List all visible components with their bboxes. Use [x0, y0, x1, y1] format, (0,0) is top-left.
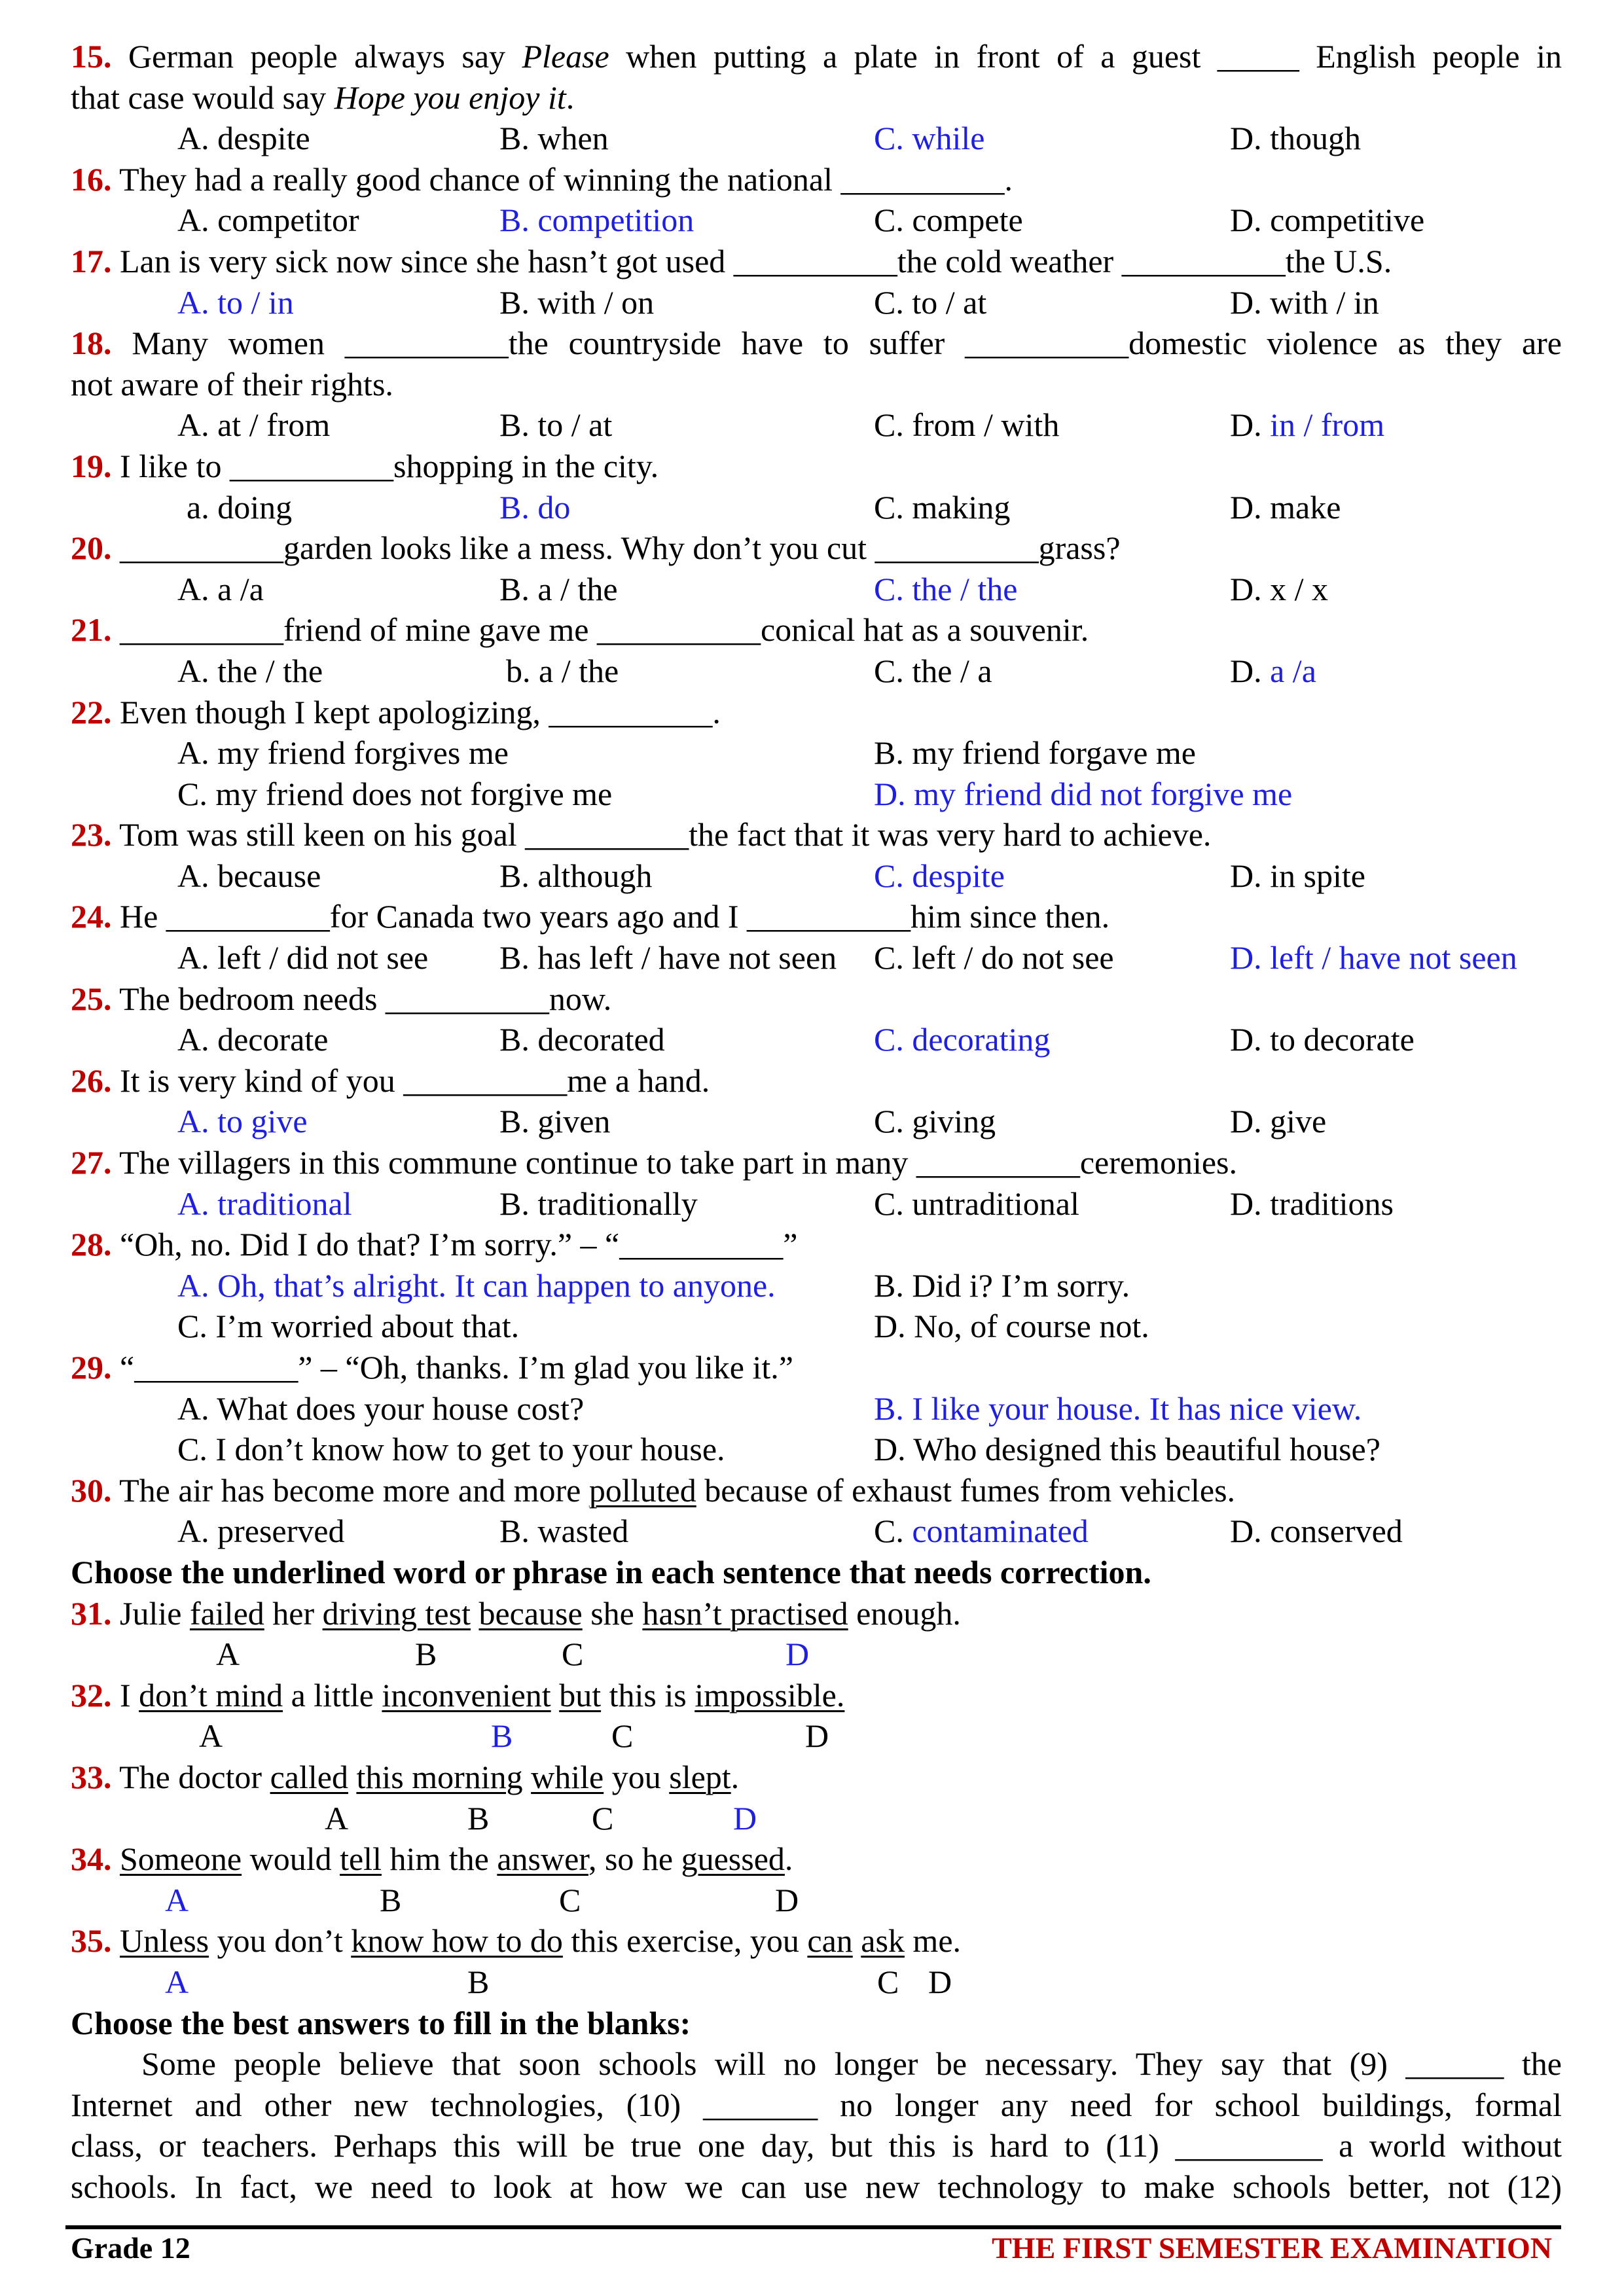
underlined-a[interactable]: failed	[189, 1594, 264, 1632]
question-17	[71, 241, 1562, 282]
letter-d: D	[805, 1717, 829, 1755]
option-d-answer[interactable]	[1230, 651, 1316, 692]
question-text	[523, 1759, 532, 1795]
question-number: 23.	[71, 816, 112, 853]
letter-a-answer: A	[165, 1881, 189, 1918]
option-c-answer[interactable]: C. while	[874, 120, 985, 157]
question-15	[71, 36, 1562, 77]
question-text: a little	[283, 1676, 382, 1713]
question-number: 27.	[71, 1144, 112, 1181]
question-22	[71, 692, 1562, 733]
question-text: The bedroom needs __________now.	[119, 980, 612, 1017]
option-b[interactable]: B. when	[499, 120, 609, 157]
letters-33	[71, 1798, 1562, 1839]
question-20	[71, 528, 1562, 569]
question-number: 32.	[71, 1676, 112, 1713]
question-33	[71, 1757, 1562, 1798]
options-26	[71, 1101, 1562, 1142]
option-d-answer[interactable]	[1230, 404, 1384, 446]
letters-34	[71, 1880, 1562, 1921]
question-text: because of exhaust fumes from vehicles.	[696, 1471, 1236, 1509]
question-text: I	[120, 1676, 139, 1713]
letter-a-answer: A	[165, 1963, 189, 2000]
question-30	[71, 1470, 1562, 1511]
question-18	[71, 323, 1562, 364]
option-d[interactable]: D. traditions	[1230, 1185, 1394, 1222]
option-c[interactable]: C. I’m worried about that.	[177, 1308, 520, 1345]
option-b[interactable]: B. Did i? I’m sorry.	[874, 1266, 1130, 1304]
option-c[interactable]: C. to / at	[874, 283, 987, 321]
question-text: .	[784, 1840, 793, 1878]
option-a[interactable]: A. despite	[177, 120, 310, 157]
question-text: , so he	[588, 1840, 681, 1878]
letter-b: B	[467, 1799, 490, 1837]
option-c[interactable]: C. giving	[874, 1103, 996, 1140]
underlined-d[interactable]: slept	[669, 1758, 731, 1795]
underlined-a[interactable]: don’t mind	[139, 1676, 283, 1713]
letter-a: A	[325, 1799, 349, 1837]
letter-d: D	[928, 1963, 952, 2000]
question-text: I like to __________shopping in the city.	[120, 447, 659, 484]
question-number: 34.	[71, 1840, 112, 1878]
option-a-answer[interactable]: A. Oh, that’s alright. It can happen to anyone.	[177, 1266, 776, 1304]
question-32	[71, 1675, 1562, 1716]
question-number: 28.	[71, 1226, 112, 1263]
question-text: “Oh, no. Did I do that? I’m sorry.” – “__________”	[120, 1226, 798, 1263]
option-d[interactable]: D. give	[1230, 1103, 1327, 1140]
option-letter: D.	[1230, 652, 1271, 689]
option-c[interactable]: C. untraditional	[874, 1185, 1079, 1222]
letter-c: C	[559, 1881, 581, 1918]
question-number: 18.	[71, 325, 112, 362]
question-29	[71, 1347, 1562, 1388]
options-23	[71, 855, 1562, 897]
option-b[interactable]: B. my friend forgave me	[874, 734, 1196, 772]
question-16	[71, 159, 1562, 200]
option-a-answer[interactable]: A. to give	[177, 1103, 308, 1140]
option-a[interactable]: A. preserved	[177, 1513, 345, 1550]
question-number: 31.	[71, 1594, 112, 1632]
question-text: this is	[601, 1676, 695, 1713]
question-number: 19.	[71, 447, 112, 484]
option-d[interactable]: D. make	[1230, 488, 1341, 526]
options-29-row2	[71, 1429, 1562, 1470]
option-c[interactable]: C. I don’t know how to get to your house.	[177, 1431, 725, 1468]
option-a-answer[interactable]: A. traditional	[177, 1185, 352, 1222]
options-25	[71, 1019, 1562, 1060]
underlined-a[interactable]: Unless	[120, 1922, 209, 1960]
option-b[interactable]: B. decorated	[499, 1021, 665, 1058]
question-text: They had a really good chance of winning the national __________.	[119, 160, 1013, 198]
option-d[interactable]: D. Who designed this beautiful house?	[874, 1431, 1380, 1468]
option-letter: C.	[874, 1513, 912, 1550]
option-d[interactable]: D. conserved	[1230, 1513, 1403, 1550]
question-text: him the	[381, 1840, 497, 1878]
question-number: 16.	[71, 160, 112, 198]
option-d[interactable]: D. to decorate	[1230, 1021, 1415, 1058]
question-text: that case would say	[71, 79, 334, 116]
question-28	[71, 1224, 1562, 1265]
option-b[interactable]: B. to / at	[499, 406, 613, 444]
letter-c: C	[562, 1636, 584, 1673]
option-b[interactable]: B. has left / have not seen	[499, 939, 837, 977]
question-text: The doctor	[119, 1758, 270, 1795]
question-text: me.	[904, 1922, 962, 1960]
question-text	[348, 1759, 357, 1795]
question-21	[71, 609, 1562, 651]
question-text: __________garden looks like a mess. Why don’t you cut __________grass?	[120, 529, 1121, 567]
question-number: 22.	[71, 693, 112, 730]
option-letter: D.	[1230, 406, 1271, 444]
question-text: .	[731, 1758, 740, 1795]
option-d[interactable]: D. with / in	[1230, 283, 1379, 321]
option-d[interactable]: D. x / x	[1230, 570, 1328, 607]
options-27	[71, 1183, 1562, 1225]
options-29-row1	[71, 1388, 1562, 1429]
question-text	[471, 1595, 479, 1632]
underlined-d[interactable]: ask	[861, 1922, 905, 1960]
options-15	[71, 118, 1562, 159]
letter-a: A	[216, 1636, 240, 1673]
question-text: He __________for Canada two years ago and I __________him since then.	[120, 898, 1110, 935]
options-19	[71, 487, 1562, 528]
passage-line: Internet and other new technologies, (10) _______ no longer any need for school buildings, formal	[71, 2086, 1562, 2123]
question-27	[71, 1142, 1562, 1183]
options-22-row1	[71, 732, 1562, 774]
underlined-b[interactable]: inconvenient	[382, 1676, 551, 1713]
option-d-answer[interactable]: D. my friend did not forgive me	[874, 775, 1293, 812]
options-21	[71, 651, 1562, 692]
underlined-b[interactable]: driving test	[322, 1594, 471, 1632]
option-a[interactable]: A. decorate	[177, 1021, 329, 1058]
option-d[interactable]: D. though	[1230, 120, 1361, 157]
option-b[interactable]: B. a / the	[499, 570, 618, 607]
question-text: __________friend of mine gave me __________conical hat as a souvenir.	[120, 611, 1089, 649]
option-d[interactable]: D. No, of course not.	[874, 1308, 1149, 1345]
option-c-answer[interactable]: C. the / the	[874, 570, 1018, 607]
option-b[interactable]: b. a / the	[506, 652, 619, 689]
option-b-answer[interactable]: B. competition	[499, 202, 695, 239]
option-c[interactable]: C. my friend does not forgive me	[177, 775, 613, 812]
options-22-row2	[71, 774, 1562, 815]
question-number: 21.	[71, 611, 112, 649]
question-text: The villagers in this commune continue to take part in many __________ceremonies.	[119, 1144, 1238, 1181]
underlined-c[interactable]: because	[478, 1594, 583, 1632]
option-c[interactable]: C. compete	[874, 202, 1023, 239]
question-31	[71, 1593, 1562, 1634]
letters-32	[71, 1715, 1562, 1757]
letters-35	[71, 1962, 1562, 2003]
question-number: 24.	[71, 898, 112, 935]
option-a[interactable]: A. competitor	[177, 202, 359, 239]
question-number: 15.	[71, 38, 112, 75]
option-c[interactable]: C. the / a	[874, 652, 992, 689]
underlined-b[interactable]: this morning	[356, 1758, 523, 1795]
option-a-answer[interactable]: A. to / in	[177, 283, 294, 321]
option-c[interactable]: C. making	[874, 488, 1011, 526]
option-d[interactable]: D. in spite	[1230, 857, 1365, 894]
question-text: this exercise, you	[562, 1922, 808, 1960]
question-text: not aware of their rights.	[71, 365, 393, 403]
options-24	[71, 937, 1562, 978]
options-18	[71, 404, 1562, 446]
option-b-answer[interactable]: B. do	[499, 488, 571, 526]
option-a[interactable]: A. at / from	[177, 406, 331, 444]
options-28-row2	[71, 1306, 1562, 1347]
option-text: in / from	[1270, 406, 1385, 444]
option-c-answer[interactable]: C. despite	[874, 857, 1005, 894]
option-text: a /a	[1270, 652, 1316, 689]
option-a[interactable]: a. doing	[187, 488, 293, 526]
option-text: contaminated	[912, 1513, 1089, 1550]
option-a[interactable]: A. a /a	[177, 570, 264, 607]
option-c-answer[interactable]: C. decorating	[874, 1021, 1051, 1058]
option-c[interactable]: C. left / do not see	[874, 939, 1114, 977]
question-text-italic: Please	[522, 38, 609, 75]
option-b[interactable]: B. given	[499, 1103, 611, 1140]
question-text: Many women __________the countryside have to suffer __________domestic violence as they are	[132, 325, 1562, 362]
option-d-answer[interactable]: D. left / have not seen	[1230, 939, 1517, 977]
question-text: German people always say	[128, 38, 522, 75]
options-20	[71, 569, 1562, 610]
question-text: Even though I kept apologizing, __________.	[120, 693, 721, 730]
options-17	[71, 282, 1562, 323]
underlined-b[interactable]: know how to do	[351, 1922, 563, 1960]
question-text: “__________” – “Oh, thanks. I’m glad you like it.”	[120, 1349, 793, 1386]
section-heading-blanks: Choose the best answers to fill in the blanks:	[71, 2004, 691, 2041]
question-text: you don’t	[209, 1922, 352, 1960]
letter-b-answer: B	[491, 1717, 513, 1755]
letter-c: C	[877, 1963, 899, 2000]
question-25	[71, 978, 1562, 1020]
question-text: Tom was still keen on his goal __________the fact that it was very hard to achieve.	[119, 816, 1212, 853]
option-c[interactable]: C. from / with	[874, 406, 1060, 444]
question-text	[853, 1922, 861, 1959]
question-text: .	[566, 79, 575, 116]
letter-b: B	[415, 1636, 437, 1673]
question-number: 35.	[71, 1922, 112, 1960]
option-a[interactable]: A. left / did not see	[177, 939, 429, 977]
option-b[interactable]: B. wasted	[499, 1513, 629, 1550]
question-text: The air has become more and more	[119, 1471, 589, 1509]
question-text: Julie	[120, 1594, 190, 1632]
underlined-d[interactable]: hasn’t practised	[642, 1594, 848, 1632]
question-text	[551, 1677, 560, 1713]
question-number: 29.	[71, 1349, 112, 1386]
underlined-d[interactable]: impossible.	[695, 1676, 845, 1713]
underlined-word: polluted	[588, 1471, 696, 1509]
question-text: It is very kind of you __________me a hand.	[120, 1062, 710, 1099]
letter-b: B	[380, 1881, 402, 1918]
passage-line: schools. In fact, we need to look at how we can use new technology to make schools better, not (12)	[71, 2168, 1562, 2205]
exam-page	[71, 36, 1562, 2207]
question-number: 20.	[71, 529, 112, 567]
footer-grade: Grade 12	[71, 2231, 190, 2265]
footer-exam-title: THE FIRST SEMESTER EXAMINATION	[992, 2231, 1552, 2265]
underlined-c[interactable]: but	[559, 1676, 602, 1713]
letter-c: C	[592, 1799, 614, 1837]
option-c-answer[interactable]	[874, 1511, 1089, 1552]
question-24	[71, 896, 1562, 937]
option-b-answer[interactable]: B. I like your house. It has nice view.	[874, 1390, 1362, 1427]
underlined-c[interactable]: can	[807, 1922, 853, 1960]
question-19	[71, 446, 1562, 487]
letter-d-answer: D	[733, 1799, 757, 1837]
option-a[interactable]: A. the / the	[177, 652, 323, 689]
question-text: she	[582, 1594, 643, 1632]
question-text-italic: Hope you enjoy it	[334, 79, 566, 116]
underlined-c[interactable]: while	[531, 1758, 604, 1795]
passage-line: Some people believe that soon schools will no longer be necessary. They say that (9) ______ the	[141, 2045, 1562, 2083]
question-26	[71, 1060, 1562, 1102]
question-text: would	[242, 1840, 340, 1878]
question-23	[71, 814, 1562, 855]
question-text: you	[604, 1758, 670, 1795]
question-number: 33.	[71, 1758, 112, 1795]
option-a[interactable]: A. because	[177, 857, 321, 894]
option-b[interactable]: B. with / on	[499, 283, 655, 321]
question-number: 25.	[71, 980, 112, 1017]
option-a[interactable]: A. What does your house cost?	[177, 1390, 585, 1427]
option-b[interactable]: B. traditionally	[499, 1185, 698, 1222]
underlined-a[interactable]: called	[270, 1758, 348, 1795]
letter-d: D	[775, 1881, 799, 1918]
question-text: her	[264, 1594, 323, 1632]
question-text: Lan is very sick now since she hasn’t got used __________the cold weather __________the U.S.	[120, 242, 1392, 279]
letter-c: C	[611, 1717, 634, 1755]
passage-line: class, or teachers. Perhaps this will be true one day, but this is hard to (11) _________ a world without	[71, 2127, 1562, 2164]
question-35	[71, 1920, 1562, 1962]
underlined-b[interactable]: tell	[340, 1840, 382, 1878]
letter-b: B	[467, 1963, 490, 2000]
question-text: enough.	[848, 1594, 961, 1632]
letter-d-answer: D	[785, 1636, 810, 1673]
options-28-row1	[71, 1265, 1562, 1306]
question-34	[71, 1839, 1562, 1880]
question-number: 17.	[71, 242, 112, 279]
options-16	[71, 200, 1562, 241]
section-heading-correction: Choose the underlined word or phrase in each sentence that needs correction.	[71, 1553, 1151, 1590]
question-text: when putting a plate in front of a guest _____ English people in	[609, 38, 1562, 75]
option-a[interactable]: A. my friend forgives me	[177, 734, 509, 772]
underlined-a[interactable]: Someone	[120, 1840, 242, 1878]
footer-divider	[65, 2225, 1561, 2229]
option-b[interactable]: B. although	[499, 857, 653, 894]
underlined-c[interactable]: answer	[497, 1840, 588, 1878]
underlined-d[interactable]: guessed	[681, 1840, 785, 1878]
question-number: 26.	[71, 1062, 112, 1099]
question-number: 30.	[71, 1471, 112, 1509]
letters-31	[71, 1634, 1562, 1675]
letter-a: A	[199, 1717, 223, 1755]
options-30	[71, 1511, 1562, 1552]
option-d[interactable]: D. competitive	[1230, 202, 1425, 239]
